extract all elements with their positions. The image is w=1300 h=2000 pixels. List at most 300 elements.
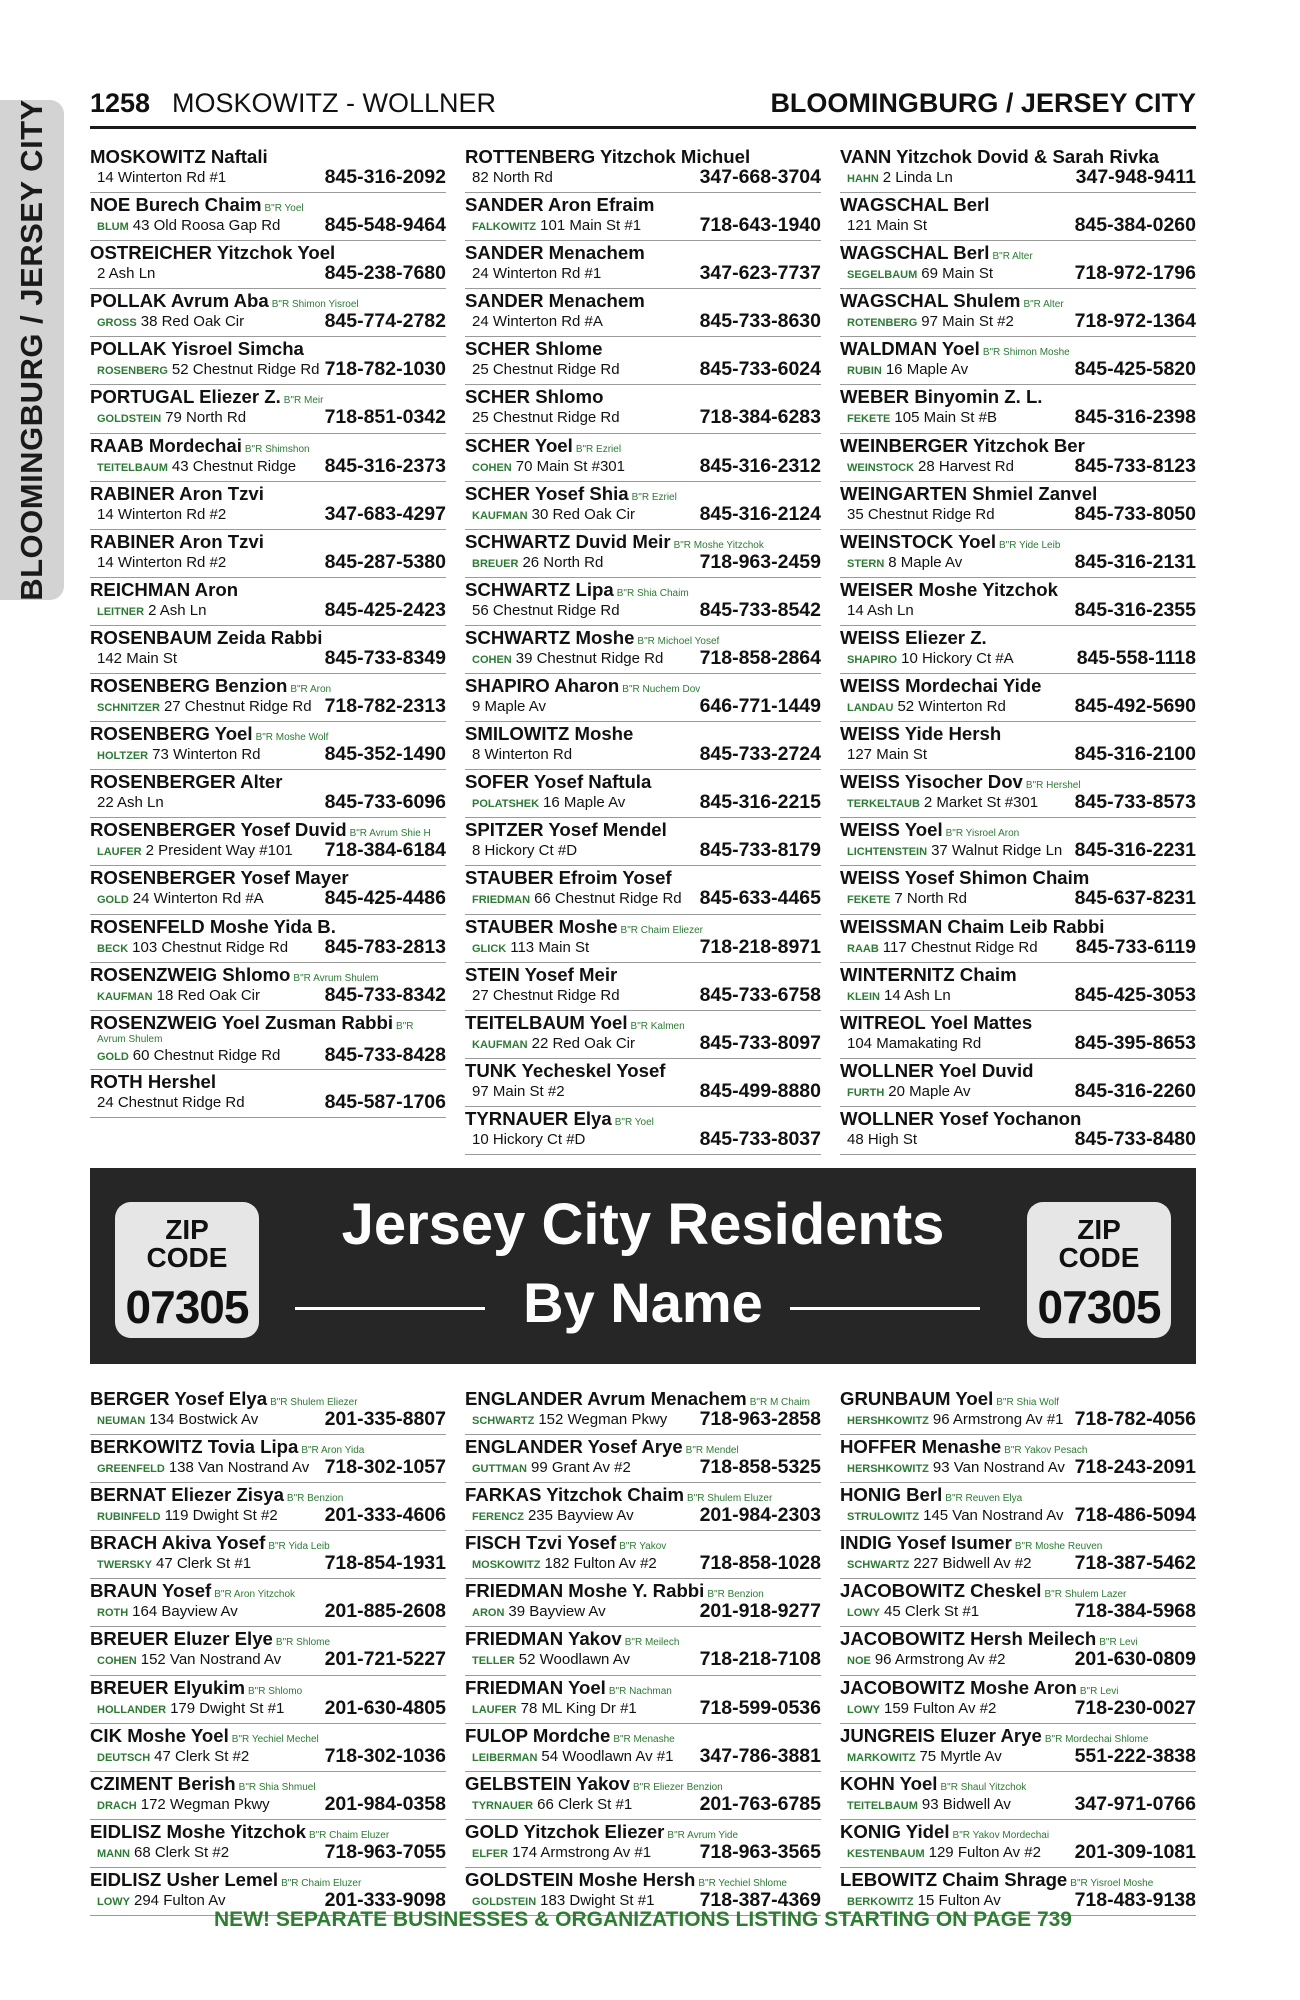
listing-phone: 845-733-8480 — [1074, 1127, 1196, 1150]
listing-maiden-name: POLATSHEK — [472, 798, 540, 811]
listing-father-name: B"R Aron — [290, 684, 332, 696]
listing-name: RABINER Aron Tzvi — [90, 482, 264, 504]
listing-name-line — [465, 484, 677, 508]
listing-address-line — [847, 1555, 1031, 1574]
listing-father-name: B"R Shia Chaim — [616, 587, 689, 599]
listing-name: WAGSCHAL Berl — [840, 242, 990, 264]
listing-row — [465, 482, 821, 530]
listing-row — [90, 482, 446, 530]
listing-address: 14 Winterton Rd #2 — [97, 553, 227, 571]
listing-name-line — [465, 965, 617, 985]
listing-address-line — [847, 217, 927, 235]
listing-row — [840, 1059, 1196, 1107]
listing-name-line — [465, 1774, 723, 1798]
listing-address: 119 Dwight St #2 — [164, 1507, 278, 1525]
listing-row — [90, 818, 446, 866]
listing-phone: 845-316-2215 — [699, 791, 821, 814]
listing-name-line — [840, 965, 1017, 985]
listing-address-line — [847, 1796, 1011, 1815]
listing-name: KOHN Yoel — [840, 1772, 938, 1794]
listing-name: ROSENBERGER Yosef Duvid — [90, 819, 347, 841]
listing-name-line — [465, 868, 672, 888]
listing-address: 20 Maple Av — [888, 1082, 971, 1100]
listing-address: 26 North Rd — [522, 553, 604, 571]
listing-maiden-name: FURTH — [847, 1086, 885, 1099]
listing-address-line — [97, 409, 246, 428]
listing-address: 37 Walnut Ridge Ln — [931, 842, 1063, 860]
listing-address-line — [472, 409, 620, 427]
listing-maiden-name: STERN — [847, 557, 885, 570]
listing-name-line — [90, 291, 359, 315]
listing-phone: 845-316-2398 — [1074, 406, 1196, 429]
listing-address-line — [847, 313, 1014, 332]
listing-name-line — [465, 676, 700, 700]
listing-name: BRACH Akiva Yosef — [90, 1532, 266, 1554]
listing-maiden-name: ROSENBERG — [97, 365, 168, 378]
listing-phone: 845-316-2260 — [1074, 1079, 1196, 1102]
listing-father-name: B"R Yida Leib — [268, 1541, 330, 1553]
listing-address-line — [847, 1507, 1064, 1526]
listing-phone: 201-630-4805 — [324, 1696, 446, 1719]
listing-row — [90, 289, 446, 337]
listing-address: 52 Chestnut Ridge Rd — [171, 361, 320, 379]
listing-name: ROSENBERG Yoel — [90, 723, 253, 745]
listing-maiden-name: RUBIN — [847, 365, 882, 378]
listing-name: OSTREICHER Yitzchok Yoel — [90, 242, 336, 264]
listing-name-line — [840, 580, 1058, 600]
bottom-column-2 — [465, 1387, 821, 1916]
listing-phone: 718-599-0536 — [699, 1696, 821, 1719]
listing-address-line — [472, 1507, 634, 1526]
listing-address-line — [472, 1555, 657, 1574]
listing-father-name: B"R Shulem Lazer — [1044, 1589, 1127, 1601]
listing-address-line — [847, 409, 997, 428]
listing-maiden-name: TELLER — [472, 1655, 515, 1668]
listing-row — [840, 193, 1196, 241]
listing-row — [465, 289, 821, 337]
listing-address-line — [847, 169, 953, 188]
listing-name: BERNAT Eliezer Zisya — [90, 1484, 284, 1506]
listing-address: 103 Chestnut Ridge Rd — [132, 938, 289, 956]
listing-address-line — [472, 506, 635, 525]
listing-address-line — [97, 1411, 258, 1430]
listing-phone: 845-316-2131 — [1074, 550, 1196, 573]
listing-name-line — [840, 387, 1042, 407]
listing-row — [90, 1435, 446, 1483]
listing-address-line — [97, 698, 312, 717]
listing-phone: 845-425-4486 — [324, 887, 446, 910]
listing-address: 2 Linda Ln — [882, 169, 953, 186]
listing-father-name: B"R Yisroel Moshe — [1070, 1877, 1154, 1889]
listing-name: WEISER Moshe Yitzchok — [840, 578, 1058, 600]
listing-name-line — [465, 1629, 679, 1653]
listing-maiden-name: ROTENBERG — [847, 317, 918, 330]
listing-address-line — [847, 746, 927, 764]
listing-name: SCHER Yosef Shia — [465, 482, 629, 504]
listing-address: 47 Clerk St #2 — [154, 1747, 250, 1765]
listing-father-name: B"R Alter — [992, 251, 1033, 263]
listing-name-line — [90, 676, 331, 700]
listing-name: PORTUGAL Eliezer Z. — [90, 386, 281, 408]
page-location: BLOOMINGBURG / JERSEY CITY — [770, 88, 1196, 118]
listing-address: 22 Red Oak Cir — [531, 1034, 635, 1052]
listing-address-line — [472, 1459, 631, 1478]
listing-address-line — [97, 1748, 249, 1767]
listing-phone: 718-851-0342 — [324, 406, 446, 429]
listing-phone: 718-782-4056 — [1074, 1408, 1196, 1430]
listing-address-line — [847, 842, 1062, 861]
listing-phone: 845-733-8573 — [1074, 791, 1196, 814]
listing-name-line — [90, 1870, 361, 1894]
listing-row — [465, 1579, 821, 1627]
listing-father-name: B"R Levi — [1099, 1637, 1138, 1649]
top-column-1 — [90, 145, 446, 1118]
listing-maiden-name: FALKOWITZ — [472, 221, 537, 234]
listing-row — [90, 1579, 446, 1627]
listing-address: 47 Clerk St #1 — [156, 1555, 252, 1573]
listing-maiden-name: LAUFER — [472, 1703, 517, 1716]
listing-name: WEISS Mordechai Yide — [840, 675, 1042, 697]
listing-address-line — [97, 794, 164, 812]
listing-row — [90, 674, 446, 722]
listing-row — [465, 770, 821, 818]
listing-father-name: B"R Hershel — [1025, 780, 1081, 792]
top-column-2 — [465, 145, 821, 1155]
listing-name: ROSENBERG Benzion — [90, 675, 288, 697]
listing-address: 39 Bayview Av — [508, 1603, 606, 1621]
listing-phone: 718-387-4369 — [699, 1888, 821, 1911]
listing-name: FULOP Mordche — [465, 1724, 611, 1746]
listing-maiden-name: TYRNAUER — [472, 1799, 534, 1812]
listing-phone: 347-623-7737 — [699, 262, 821, 285]
listing-row — [90, 1724, 446, 1772]
listing-address: 121 Main St — [847, 217, 928, 235]
listing-name: HONIG Berl — [840, 1484, 943, 1506]
listing-phone: 718-230-0027 — [1074, 1696, 1196, 1719]
listing-address-line — [472, 1131, 585, 1149]
listing-maiden-name: RUBINFELD — [97, 1511, 161, 1524]
listing-address: 8 Maple Av — [888, 553, 963, 571]
listing-maiden-name: COHEN — [472, 653, 512, 666]
listing-father-name: B"R Avrum Shie H — [349, 828, 431, 840]
listing-address-line — [847, 265, 993, 284]
listing-phone: 845-548-9464 — [324, 214, 446, 237]
listing-address-line — [847, 650, 1014, 669]
listing-address-line — [847, 1083, 971, 1102]
listing-name: SCHER Shlomo — [465, 386, 604, 408]
listing-maiden-name: HOLTZER — [97, 750, 149, 763]
listing-name: FRIEDMAN Moshe Y. Rabbi — [465, 1580, 705, 1602]
listing-phone: 845-316-2355 — [1074, 598, 1196, 621]
listing-maiden-name: TWERSKY — [97, 1559, 152, 1572]
zip-code: 07305 — [125, 1281, 249, 1333]
listing-phone: 718-963-7055 — [324, 1840, 446, 1863]
listing-row — [465, 241, 821, 289]
listing-phone: 551-222-3838 — [1074, 1744, 1196, 1767]
listing-name: SHAPIRO Aharon — [465, 675, 620, 697]
listing-address: 182 Fulton Av #2 — [544, 1555, 657, 1573]
page-number: 1258 — [90, 88, 151, 118]
listing-phone: 718-387-5462 — [1074, 1552, 1196, 1575]
listing-name-line — [840, 1061, 1034, 1081]
listing-phone: 718-972-1364 — [1074, 310, 1196, 333]
listing-father-name-cont: Avrum Shulem — [97, 1033, 163, 1045]
listing-name-line — [840, 1389, 1059, 1413]
listing-row — [840, 674, 1196, 722]
listing-maiden-name: GOLD — [97, 1050, 129, 1063]
listing-address: 2 President Way #101 — [145, 842, 293, 860]
listing-maiden-name: NOE — [847, 1655, 871, 1668]
listing-maiden-name: HOLLANDER — [97, 1703, 167, 1716]
listing-name-line — [465, 195, 654, 215]
listing-maiden-name: KLEIN — [847, 990, 880, 1003]
listing-phone: 718-963-2459 — [699, 550, 821, 573]
listing-phone: 201-309-1081 — [1074, 1840, 1196, 1863]
listing-phone: 845-425-5820 — [1074, 358, 1196, 381]
listing-address-line — [472, 1411, 667, 1430]
listing-row — [840, 145, 1196, 193]
listing-phone: 201-721-5227 — [324, 1648, 446, 1671]
listing-name: JUNGREIS Eluzer Arye — [840, 1724, 1042, 1746]
listing-address-line — [97, 1844, 229, 1863]
listing-name-line — [90, 1581, 295, 1605]
listing-address: 105 Main St #B — [894, 409, 997, 427]
listing-father-name: B"R Yechiel Mechel — [231, 1733, 319, 1745]
listing-row — [840, 722, 1196, 770]
listing-maiden-name: KAUFMAN — [472, 1038, 528, 1051]
listing-name: RAAB Mordechai — [90, 434, 242, 456]
listing-name: POLLAK Yisroel Simcha — [90, 338, 304, 360]
listing-name: BREUER Eluzer Elye — [90, 1628, 273, 1650]
listing-father-name: B"R Shlome — [275, 1637, 331, 1649]
listing-name: STAUBER Efroim Yosef — [465, 867, 672, 889]
listing-maiden-name: HERSHKOWITZ — [847, 1415, 929, 1427]
listing-phone: 845-395-8653 — [1074, 1031, 1196, 1054]
listing-phone: 718-384-5968 — [1074, 1600, 1196, 1623]
listing-maiden-name: LANDAU — [847, 702, 894, 715]
listing-phone: 845-733-8050 — [1074, 502, 1196, 525]
listing-maiden-name: KAUFMAN — [472, 509, 528, 522]
listing-maiden-name: LOWY — [847, 1703, 880, 1716]
listing-phone: 845-492-5690 — [1074, 695, 1196, 718]
listing-name-line — [840, 1013, 1032, 1033]
listing-name-line — [840, 532, 1060, 556]
listing-maiden-name: BECK — [97, 942, 129, 955]
banner-rule-right — [790, 1307, 980, 1310]
listing-row — [840, 482, 1196, 530]
listing-row — [840, 626, 1196, 674]
listing-phone: 845-425-2423 — [324, 598, 446, 621]
listing-name-line — [465, 1061, 666, 1081]
listing-address-line — [472, 313, 603, 331]
listing-phone: 646-771-1449 — [699, 695, 821, 718]
listing-address-line — [97, 265, 155, 283]
listing-row — [90, 866, 446, 914]
listing-maiden-name: FEKETE — [847, 413, 891, 426]
listing-name: WEISS Yoel — [840, 819, 943, 841]
listing-address-line — [472, 794, 625, 813]
listing-maiden-name: TERKELTAUB — [847, 798, 920, 811]
listing-father-name: B"R Avrum Shulem — [293, 972, 379, 984]
listing-maiden-name: DEUTSCH — [97, 1751, 151, 1764]
listing-address: 159 Fulton Av #2 — [884, 1699, 997, 1717]
listing-name-line — [465, 820, 667, 840]
listing-name: ROTH Hershel — [90, 1070, 217, 1092]
listing-maiden-name: GREENFELD — [97, 1463, 165, 1476]
listing-name-line — [465, 1726, 675, 1750]
listing-phone: 845-733-8179 — [699, 839, 821, 862]
listing-phone: 718-384-6283 — [699, 406, 821, 429]
listing-phone: 718-302-1057 — [324, 1456, 446, 1479]
listing-name-line — [90, 195, 304, 219]
listing-father-name: B"R Chaim Eluzer — [281, 1877, 362, 1889]
listing-name-line — [840, 243, 1033, 267]
listing-address-line — [97, 1651, 281, 1670]
listing-address-line — [97, 1459, 309, 1478]
listing-name-line — [90, 580, 238, 600]
listing-address: 14 Winterton Rd #1 — [97, 169, 227, 186]
listing-address: 43 Old Roosa Gap Rd — [132, 217, 281, 235]
listing-address: 104 Mamakating Rd — [847, 1034, 982, 1052]
listing-address-line — [847, 1131, 917, 1149]
listing-father-name: B"R Shulem Eluzer — [687, 1493, 773, 1505]
listing-father-name: B"R Aron Yida — [301, 1445, 365, 1457]
listing-address: 27 Chestnut Ridge Rd — [472, 986, 620, 1004]
listing-address-line — [847, 794, 1038, 813]
listing-row — [90, 578, 446, 626]
listing-father-name: B"R Shaul Yitzchok — [940, 1781, 1027, 1793]
listing-maiden-name: RAAB — [847, 942, 879, 955]
listing-address: 60 Chestnut Ridge Rd — [132, 1046, 281, 1064]
listing-name: WEINGARTEN Shmiel Zanvel — [840, 482, 1098, 504]
listing-maiden-name: SHAPIRO — [847, 653, 898, 666]
listing-phone: 845-316-2231 — [1074, 839, 1196, 862]
listing-address-line — [847, 361, 968, 380]
listing-name: SMILOWITZ Moshe — [465, 723, 634, 745]
listing-phone: 845-384-0260 — [1074, 214, 1196, 237]
listing-name: SANDER Menachem — [465, 290, 645, 312]
listing-father-name: B"R Shia Wolf — [996, 1397, 1060, 1408]
listing-father-name: B"R Mendel — [685, 1445, 739, 1457]
listing-name: JACOBOWITZ Cheskel — [840, 1580, 1042, 1602]
listing-name-line — [840, 1109, 1081, 1129]
listing-phone: 845-733-8630 — [699, 310, 821, 333]
listing-name-line — [465, 339, 602, 359]
listing-name: WOLLNER Yosef Yochanon — [840, 1107, 1082, 1129]
section-banner — [90, 1168, 1196, 1364]
listing-address-line — [847, 987, 951, 1006]
listing-row — [840, 866, 1196, 914]
listing-row — [90, 241, 446, 289]
listing-address: 127 Main St — [847, 746, 928, 764]
listing-name-line — [840, 917, 1104, 937]
listing-father-name: B"R Levi — [1079, 1685, 1119, 1697]
listing-row — [90, 1627, 446, 1675]
listing-phone: 845-733-6119 — [1075, 935, 1196, 958]
listing-address: 27 Chestnut Ridge Rd — [163, 698, 312, 716]
listing-father-name: B"R Reuven Elya — [945, 1493, 1023, 1505]
listing-address: 16 Maple Av — [885, 361, 969, 379]
listing-name-line — [465, 772, 651, 792]
listing-name-line — [90, 772, 283, 792]
listing-name: WEISS Eliezer Z. — [840, 626, 987, 648]
listing-name: FRIEDMAN Yakov — [465, 1628, 622, 1650]
listing-address-line — [847, 1459, 1065, 1478]
listing-name: JACOBOWITZ Moshe Aron — [840, 1676, 1077, 1698]
listing-name-line — [840, 676, 1041, 696]
listing-phone: 845-316-2100 — [1074, 743, 1196, 766]
listing-maiden-name: KAUFMAN — [97, 990, 153, 1003]
listing-maiden-name: LICHTENSTEIN — [847, 846, 928, 859]
listing-name: KONIG Yidel — [840, 1820, 950, 1842]
listing-phone: 718-963-2858 — [699, 1408, 821, 1430]
listing-name: ROSENZWEIG Shlomo — [90, 963, 291, 985]
listing-address: 73 Winterton Rd — [152, 746, 261, 764]
listing-phone: 201-984-2303 — [699, 1504, 821, 1527]
top-column-3 — [840, 145, 1196, 1155]
listing-address-line — [97, 746, 261, 765]
listing-address-line — [472, 939, 589, 958]
listing-row — [840, 1483, 1196, 1531]
listing-phone: 201-335-8807 — [324, 1408, 446, 1430]
listing-address-line — [97, 939, 288, 958]
listing-address: 10 Hickory Ct #A — [901, 649, 1014, 667]
listing-phone: 201-333-4606 — [324, 1504, 446, 1527]
listing-maiden-name: HERSHKOWITZ — [847, 1463, 929, 1476]
listing-address: 235 Bayview Av — [527, 1507, 634, 1525]
listing-address-line — [847, 1651, 1005, 1670]
listing-address-line — [472, 169, 553, 187]
listing-name-line — [840, 436, 1085, 456]
listing-name-line — [90, 1437, 364, 1461]
listing-name-line — [465, 243, 645, 263]
listing-name: RABINER Aron Tzvi — [90, 530, 264, 552]
listing-name: SCHWARTZ Duvid Meir — [465, 530, 671, 552]
listing-address: 96 Armstrong Av #1 — [932, 1411, 1064, 1428]
listing-phone: 201-630-0809 — [1074, 1648, 1196, 1671]
listing-name: WEISS Yide Hersh — [840, 723, 1002, 745]
listing-address: 79 North Rd — [165, 409, 247, 427]
listing-name: EIDLISZ Usher Lemel — [90, 1868, 279, 1890]
listing-name: CIK Moshe Yoel — [90, 1724, 229, 1746]
listing-name: WAGSCHAL Shulem — [840, 290, 1021, 312]
listing-phone: 718-858-1028 — [699, 1552, 821, 1575]
listing-row — [90, 145, 446, 193]
listing-row — [465, 145, 821, 193]
listing-address: 96 Armstrong Av #2 — [874, 1651, 1006, 1669]
listing-row — [90, 1531, 446, 1579]
listing-name-line — [90, 484, 264, 504]
listing-phone: 845-587-1706 — [324, 1090, 446, 1113]
listing-phone: 718-218-7108 — [699, 1648, 821, 1671]
listing-name: SANDER Aron Efraim — [465, 194, 655, 216]
listing-row — [840, 578, 1196, 626]
listing-phone: 845-733-8342 — [324, 983, 446, 1006]
listing-name-line — [90, 1629, 330, 1653]
listing-address-line — [97, 890, 264, 909]
listing-address-line — [847, 554, 962, 573]
listing-name-line — [840, 1437, 1087, 1461]
listing-address: 7 North Rd — [894, 890, 967, 908]
listing-row — [465, 337, 821, 385]
listing-maiden-name: LOWY — [97, 1895, 130, 1908]
listing-row — [465, 385, 821, 433]
listing-name: ENGLANDER Avrum Menachem — [465, 1388, 747, 1409]
listing-row — [840, 963, 1196, 1011]
listing-father-name: B"R Meilech — [624, 1637, 680, 1649]
listing-address-line — [97, 1507, 278, 1526]
listing-phone: 845-774-2782 — [324, 310, 446, 333]
